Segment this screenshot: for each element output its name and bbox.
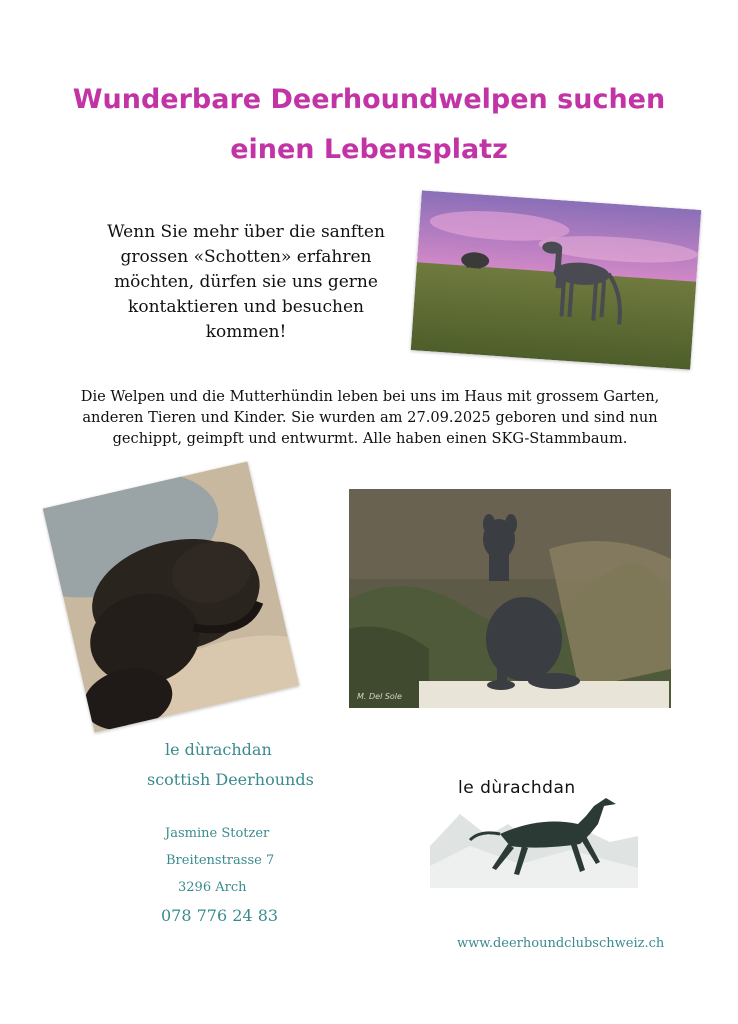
deerhound-on-hill-photo bbox=[411, 190, 701, 369]
street-address: Breitenstrasse 7 bbox=[166, 853, 275, 868]
website-link[interactable]: www.deerhoundclubschweiz.ch bbox=[457, 936, 665, 951]
logo-text: le dùrachdan bbox=[458, 778, 576, 798]
description-paragraph bbox=[40, 386, 700, 449]
city-address: 3296 Arch bbox=[178, 880, 247, 895]
photographer-watermark: M. Del Sole bbox=[357, 692, 402, 701]
kennel-name: le dùrachdan bbox=[165, 740, 272, 759]
kennel-subtitle: scottish Deerhounds bbox=[147, 770, 314, 789]
sleeping-puppies-photo bbox=[43, 461, 299, 732]
description-line: Die Welpen und die Mutterhündin leben bei uns im Haus mit grossem Garten, bbox=[80, 388, 660, 405]
intro-line: kommen! bbox=[205, 322, 287, 342]
intro-line: Wenn Sie mehr über die sanften bbox=[107, 222, 385, 242]
page-title-line-1: Wunderbare Deerhoundwelpen suchen bbox=[72, 84, 666, 115]
intro-line: möchten, dürfen sie uns gerne bbox=[114, 272, 378, 292]
description-line: gechippt, geimpft und entwurmt. Alle haben einen SKG-Stammbaum. bbox=[112, 430, 628, 447]
owner-name: Jasmine Stotzer bbox=[165, 826, 270, 841]
kennel-logo bbox=[430, 776, 638, 888]
intro-line: kontaktieren und besuchen bbox=[128, 297, 364, 317]
phone-number: 078 776 24 83 bbox=[161, 906, 279, 925]
sitting-puppy-photo bbox=[349, 489, 671, 708]
description-line: anderen Tieren und Kinder. Sie wurden am 27.09.2025 geboren und sind nun bbox=[82, 409, 658, 426]
intro-paragraph bbox=[96, 220, 396, 345]
intro-line: grossen «Schotten» erfahren bbox=[120, 247, 372, 267]
page-title-line-2: einen Lebensplatz bbox=[230, 134, 508, 165]
